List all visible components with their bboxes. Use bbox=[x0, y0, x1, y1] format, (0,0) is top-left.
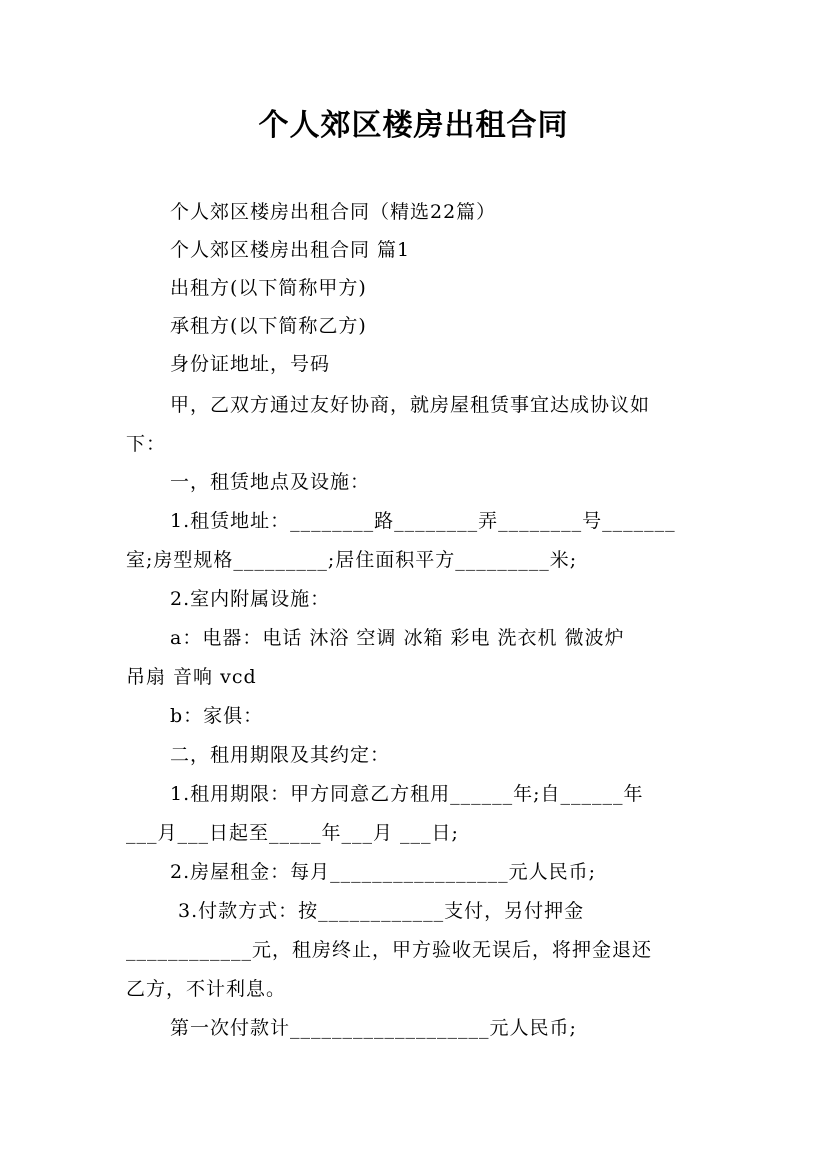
paragraph-line: a：电器：电话 沐浴 空调 冰箱 彩电 洗衣机 微波炉 bbox=[170, 627, 625, 649]
paragraph-line: 室;房型规格_________;居住面积平方_________米; bbox=[126, 549, 578, 571]
paragraph-line: ____________元，租房终止，甲方验收无误后，将押金退还 bbox=[126, 939, 653, 961]
paragraph-line: 3.付款方式：按____________支付，另付押金 bbox=[178, 900, 585, 922]
paragraph-line: 1.租赁地址：________路________弄________号_______ bbox=[170, 510, 676, 532]
paragraph-line: 乙方，不计利息。 bbox=[126, 978, 287, 1000]
paragraph-line: 1.租用期限：甲方同意乙方租用______年;自______年 bbox=[170, 783, 644, 805]
paragraph-line: 身份证地址，号码 bbox=[170, 353, 331, 375]
paragraph-line: 出租方(以下简称甲方) bbox=[170, 277, 367, 299]
paragraph-line: 一，租赁地点及设施： bbox=[170, 471, 371, 493]
paragraph-line: 个人郊区楼房出租合同 篇1 bbox=[170, 239, 411, 261]
paragraph-line: 下： bbox=[126, 433, 167, 455]
paragraph-line: 个人郊区楼房出租合同（精选22篇） bbox=[170, 201, 497, 223]
paragraph-line: 2.房屋租金：每月_________________元人民币; bbox=[170, 861, 597, 883]
paragraph-line: 甲，乙双方通过友好协商，就房屋租赁事宜达成协议如 bbox=[170, 394, 651, 416]
paragraph-line: b：家俱： bbox=[170, 705, 264, 727]
paragraph-line: 吊扇 音响 vcd bbox=[126, 666, 257, 688]
paragraph-line: 第一次付款计___________________元人民币; bbox=[170, 1017, 577, 1039]
paragraph-line: ___月___日起至_____年___月 ___日; bbox=[126, 822, 459, 844]
paragraph-line: 2.室内附属设施： bbox=[170, 588, 331, 610]
paragraph-line: 二，租用期限及其约定： bbox=[170, 744, 391, 766]
paragraph-line: 承租方(以下简称乙方) bbox=[170, 315, 367, 337]
document-title: 个人郊区楼房出租合同 bbox=[258, 108, 569, 143]
